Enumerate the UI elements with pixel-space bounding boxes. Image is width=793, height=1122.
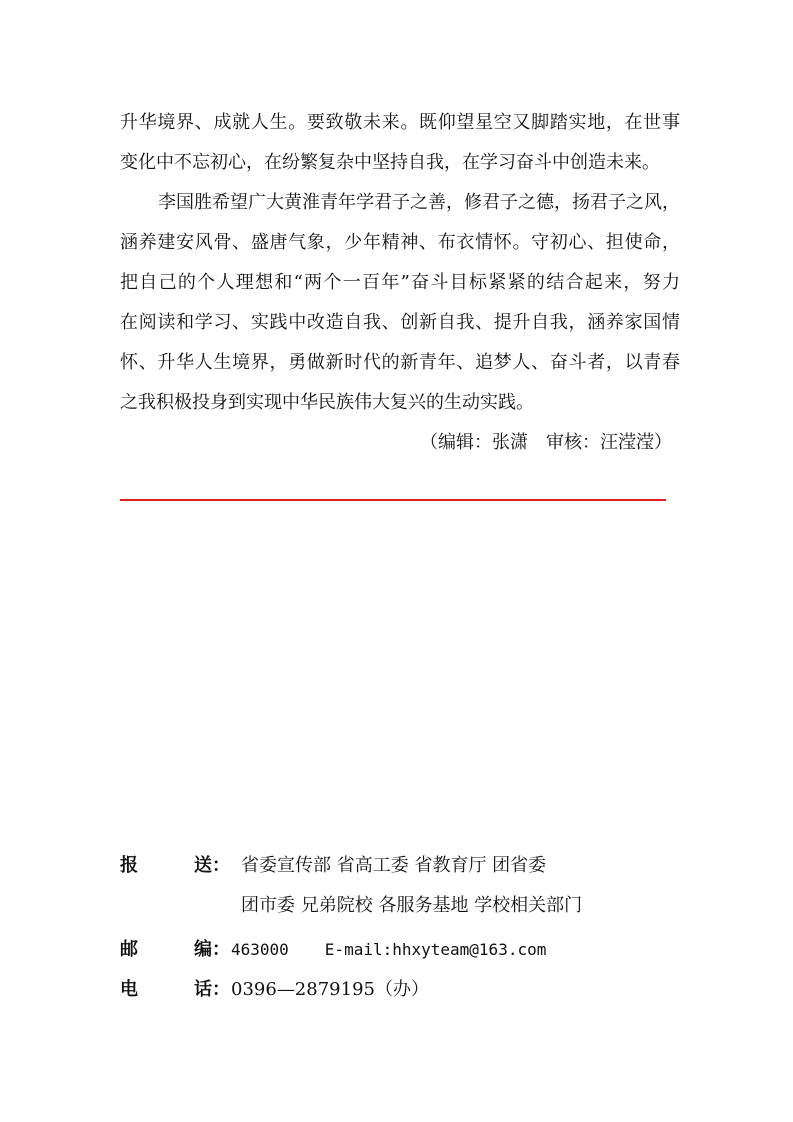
distribution-footer — [120, 846, 680, 1010]
editor-note: （编辑：张潇 审核：汪滢滢） — [420, 432, 672, 453]
text-line: 之我积极投身到实现中华民族伟大复兴的生动实践。 — [120, 392, 534, 413]
text-line: 怀、升华人生境界，勇做新时代的新青年、追梦人、奋斗者，以青春 — [120, 352, 680, 373]
report-row: 报 送： 省委宣传部 省高工委 省教育厅 团省委 — [120, 846, 680, 886]
report-recipients-1: 省委宣传部 省高工委 省教育厅 团省委 — [241, 855, 547, 876]
text-line: 把自己的个人理想和“两个一百年”奋斗目标紧紧的结合起来，努力 — [120, 272, 680, 293]
text-line: 升华境界、成就人生。要致敬未来。既仰望星空又脚踏实地，在世事 — [120, 112, 680, 133]
postcode-value — [231, 930, 546, 970]
postcode-row: 邮 编： 463000 E-mail:hhxyteam@163.com — [120, 930, 680, 970]
article-body — [120, 103, 680, 463]
postcode: 463000 — [231, 940, 289, 959]
report-recipients-2: 团市委 兄弟院校 各服务基地 学校相关部门 — [241, 895, 583, 916]
red-divider — [120, 499, 666, 501]
paragraph-1 — [120, 103, 680, 183]
phone-value: 0396—2879195（办） — [231, 979, 429, 1000]
paragraph-2 — [120, 183, 680, 423]
text-line: 变化中不忘初心，在纷繁复杂中坚持自我，在学习奋斗中创造未来。 — [120, 152, 660, 173]
email-link[interactable]: E-mail:hhxyteam@163.com — [324, 940, 547, 959]
report-row-continued — [120, 886, 680, 926]
text-line: 在阅读和学习、实践中改造自我、创新自我、提升自我，涵养家国情 — [120, 312, 680, 333]
text-line: 李国胜希望广大黄淮青年学君子之善，修君子之德，扬君子之风， — [158, 192, 680, 213]
text-line: 涵养建安风骨、盛唐气象，少年精神、布衣情怀。守初心、担使命， — [120, 232, 680, 253]
phone-row: 电 话： 0396—2879195（办） — [120, 970, 680, 1010]
